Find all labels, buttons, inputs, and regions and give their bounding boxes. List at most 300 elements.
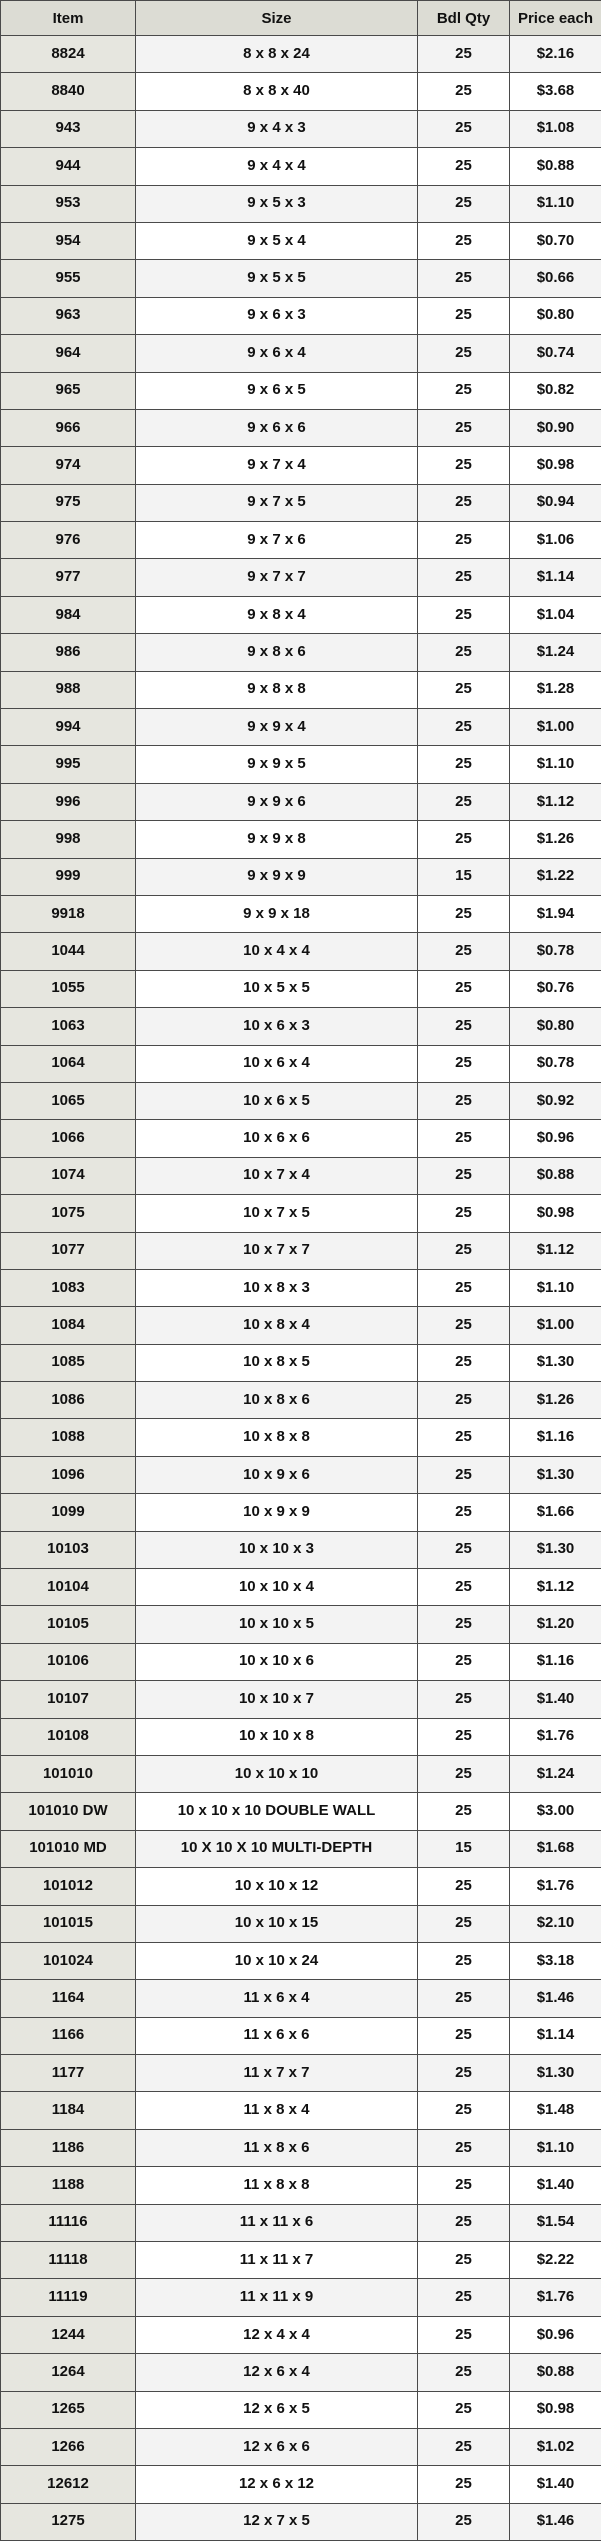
price-cell: $0.76: [510, 970, 601, 1007]
size-cell: 10 x 5 x 5: [136, 970, 418, 1007]
price-cell: $1.10: [510, 2129, 601, 2166]
item-cell: 1244: [1, 2316, 136, 2353]
bundle-qty-cell: 25: [418, 2503, 510, 2540]
price-cell: $1.24: [510, 1755, 601, 1792]
size-cell: 10 x 7 x 5: [136, 1195, 418, 1232]
bundle-qty-cell: 25: [418, 2279, 510, 2316]
table-row: [1, 858, 601, 895]
price-cell: $1.12: [510, 783, 601, 820]
bundle-qty-cell: 25: [418, 559, 510, 596]
price-cell: $1.14: [510, 2017, 601, 2054]
bundle-qty-cell: 25: [418, 2316, 510, 2353]
item-cell: 974: [1, 447, 136, 484]
size-cell: 10 x 6 x 3: [136, 1008, 418, 1045]
item-cell: 101010 DW: [1, 1793, 136, 1830]
table-row: [1, 522, 601, 559]
size-cell: 10 x 8 x 8: [136, 1419, 418, 1456]
price-cell: $0.82: [510, 372, 601, 409]
price-cell: $1.46: [510, 1980, 601, 2017]
size-cell: 10 x 8 x 3: [136, 1269, 418, 1306]
bundle-qty-cell: 25: [418, 1755, 510, 1792]
item-cell: 954: [1, 222, 136, 259]
table-row: [1, 1980, 601, 2017]
size-cell: 10 x 6 x 4: [136, 1045, 418, 1082]
table-row: [1, 2167, 601, 2204]
table-row: [1, 1269, 601, 1306]
table-row: [1, 185, 601, 222]
item-cell: 1086: [1, 1382, 136, 1419]
price-cell: $1.94: [510, 895, 601, 932]
price-cell: $1.16: [510, 1643, 601, 1680]
item-cell: 988: [1, 671, 136, 708]
size-cell: 11 x 7 x 7: [136, 2055, 418, 2092]
price-cell: $0.88: [510, 1157, 601, 1194]
item-cell: 1066: [1, 1120, 136, 1157]
price-cell: $1.12: [510, 1569, 601, 1606]
table-row: [1, 110, 601, 147]
size-cell: 10 x 10 x 3: [136, 1531, 418, 1568]
size-cell: 10 x 8 x 5: [136, 1344, 418, 1381]
item-cell: 1184: [1, 2092, 136, 2129]
bundle-qty-cell: 25: [418, 2167, 510, 2204]
bundle-qty-cell: 25: [418, 1681, 510, 1718]
table-row: [1, 1382, 601, 1419]
price-cell: $1.46: [510, 2503, 601, 2540]
item-cell: 1063: [1, 1008, 136, 1045]
table-row: [1, 372, 601, 409]
item-cell: 10108: [1, 1718, 136, 1755]
item-cell: 1099: [1, 1494, 136, 1531]
table-row: [1, 709, 601, 746]
price-cell: $1.04: [510, 596, 601, 633]
item-cell: 1177: [1, 2055, 136, 2092]
table-row: [1, 1494, 601, 1531]
size-cell: 10 x 10 x 15: [136, 1905, 418, 1942]
table-row: [1, 2466, 601, 2503]
table-row: [1, 2354, 601, 2391]
table-row: [1, 1456, 601, 1493]
bundle-qty-cell: 25: [418, 821, 510, 858]
table-row: [1, 297, 601, 334]
price-cell: $1.30: [510, 1456, 601, 1493]
size-cell: 10 x 9 x 9: [136, 1494, 418, 1531]
bundle-qty-cell: 25: [418, 297, 510, 334]
item-cell: 9918: [1, 895, 136, 932]
price-cell: $1.76: [510, 1868, 601, 1905]
size-cell: 10 x 10 x 8: [136, 1718, 418, 1755]
size-cell: 10 x 10 x 24: [136, 1942, 418, 1979]
table-row: [1, 484, 601, 521]
item-cell: 964: [1, 335, 136, 372]
header-row: [1, 1, 601, 36]
bundle-qty-cell: 25: [418, 1569, 510, 1606]
item-cell: 955: [1, 260, 136, 297]
bundle-qty-cell: 25: [418, 1045, 510, 1082]
header-size: Size: [136, 1, 418, 36]
item-cell: 1088: [1, 1419, 136, 1456]
price-cell: $1.68: [510, 1830, 601, 1867]
item-cell: 999: [1, 858, 136, 895]
item-cell: 1077: [1, 1232, 136, 1269]
size-cell: 9 x 8 x 4: [136, 596, 418, 633]
size-cell: 10 x 10 x 5: [136, 1606, 418, 1643]
price-cell: $0.98: [510, 2391, 601, 2428]
price-cell: $0.96: [510, 1120, 601, 1157]
bundle-qty-cell: 25: [418, 185, 510, 222]
item-cell: 1085: [1, 1344, 136, 1381]
item-cell: 101010: [1, 1755, 136, 1792]
bundle-qty-cell: 25: [418, 596, 510, 633]
size-cell: 11 x 11 x 7: [136, 2242, 418, 2279]
table-row: [1, 2017, 601, 2054]
item-cell: 963: [1, 297, 136, 334]
size-cell: 10 x 7 x 4: [136, 1157, 418, 1194]
table-row: [1, 559, 601, 596]
bundle-qty-cell: 25: [418, 2017, 510, 2054]
bundle-qty-cell: 25: [418, 1456, 510, 1493]
bundle-qty-cell: 25: [418, 110, 510, 147]
bundle-qty-cell: 25: [418, 2429, 510, 2466]
bundle-qty-cell: 25: [418, 1008, 510, 1045]
table-row: [1, 1718, 601, 1755]
price-cell: $1.14: [510, 559, 601, 596]
item-cell: 1064: [1, 1045, 136, 1082]
item-cell: 994: [1, 709, 136, 746]
price-cell: $0.96: [510, 2316, 601, 2353]
item-cell: 965: [1, 372, 136, 409]
size-cell: 9 x 7 x 5: [136, 484, 418, 521]
bundle-qty-cell: 25: [418, 1082, 510, 1119]
table-body: [1, 36, 601, 2541]
item-cell: 1075: [1, 1195, 136, 1232]
table-row: [1, 2129, 601, 2166]
bundle-qty-cell: 25: [418, 1718, 510, 1755]
price-cell: $1.30: [510, 1531, 601, 1568]
size-cell: 9 x 9 x 9: [136, 858, 418, 895]
item-cell: 1265: [1, 2391, 136, 2428]
table-row: [1, 1232, 601, 1269]
size-cell: 10 x 10 x 10: [136, 1755, 418, 1792]
size-cell: 8 x 8 x 24: [136, 36, 418, 73]
table-row: [1, 2055, 601, 2092]
item-cell: 11118: [1, 2242, 136, 2279]
table-row: [1, 1419, 601, 1456]
size-cell: 10 X 10 X 10 MULTI-DEPTH: [136, 1830, 418, 1867]
price-cell: $2.16: [510, 36, 601, 73]
table-row: [1, 1643, 601, 1680]
item-cell: 1084: [1, 1307, 136, 1344]
bundle-qty-cell: 15: [418, 1830, 510, 1867]
size-cell: 9 x 8 x 6: [136, 634, 418, 671]
table-row: [1, 1793, 601, 1830]
item-cell: 101010 MD: [1, 1830, 136, 1867]
table-row: [1, 2391, 601, 2428]
size-cell: 10 x 10 x 12: [136, 1868, 418, 1905]
price-cell: $0.90: [510, 409, 601, 446]
price-cell: $2.10: [510, 1905, 601, 1942]
table-row: [1, 783, 601, 820]
table-row: [1, 2503, 601, 2540]
item-cell: 1065: [1, 1082, 136, 1119]
table-row: [1, 2316, 601, 2353]
bundle-qty-cell: 25: [418, 1531, 510, 1568]
price-cell: $1.66: [510, 1494, 601, 1531]
item-cell: 1188: [1, 2167, 136, 2204]
price-cell: $0.74: [510, 335, 601, 372]
size-cell: 8 x 8 x 40: [136, 73, 418, 110]
size-cell: 11 x 6 x 4: [136, 1980, 418, 2017]
bundle-qty-cell: 25: [418, 2242, 510, 2279]
bundle-qty-cell: 25: [418, 783, 510, 820]
bundle-qty-cell: 25: [418, 1942, 510, 1979]
size-cell: 9 x 8 x 8: [136, 671, 418, 708]
price-cell: $1.10: [510, 1269, 601, 1306]
bundle-qty-cell: 25: [418, 260, 510, 297]
bundle-qty-cell: 25: [418, 895, 510, 932]
header-item: Item: [1, 1, 136, 36]
table-row: [1, 596, 601, 633]
bundle-qty-cell: 25: [418, 484, 510, 521]
table-row: [1, 1157, 601, 1194]
item-cell: 944: [1, 148, 136, 185]
price-cell: $0.66: [510, 260, 601, 297]
item-cell: 11119: [1, 2279, 136, 2316]
table-row: [1, 1195, 601, 1232]
item-cell: 984: [1, 596, 136, 633]
size-cell: 9 x 9 x 6: [136, 783, 418, 820]
price-cell: $1.02: [510, 2429, 601, 2466]
bundle-qty-cell: 25: [418, 1382, 510, 1419]
item-cell: 8824: [1, 36, 136, 73]
bundle-qty-cell: 25: [418, 746, 510, 783]
price-cell: $0.80: [510, 1008, 601, 1045]
size-cell: 9 x 5 x 4: [136, 222, 418, 259]
price-cell: $1.30: [510, 2055, 601, 2092]
bundle-qty-cell: 25: [418, 447, 510, 484]
bundle-qty-cell: 25: [418, 709, 510, 746]
bundle-qty-cell: 25: [418, 634, 510, 671]
price-cell: $1.40: [510, 1681, 601, 1718]
price-cell: $1.54: [510, 2204, 601, 2241]
price-cell: $1.16: [510, 1419, 601, 1456]
table-row: [1, 1307, 601, 1344]
bundle-qty-cell: 25: [418, 2466, 510, 2503]
price-cell: $0.98: [510, 1195, 601, 1232]
table-row: [1, 1830, 601, 1867]
bundle-qty-cell: 25: [418, 1269, 510, 1306]
price-cell: $0.70: [510, 222, 601, 259]
price-cell: $3.68: [510, 73, 601, 110]
bundle-qty-cell: 25: [418, 1344, 510, 1381]
size-cell: 9 x 7 x 6: [136, 522, 418, 559]
header-bundle-qty: Bdl Qty: [418, 1, 510, 36]
price-cell: $1.40: [510, 2466, 601, 2503]
bundle-qty-cell: 25: [418, 73, 510, 110]
size-cell: 12 x 6 x 12: [136, 2466, 418, 2503]
bundle-qty-cell: 25: [418, 1980, 510, 2017]
size-cell: 9 x 9 x 8: [136, 821, 418, 858]
bundle-qty-cell: 25: [418, 1157, 510, 1194]
price-cell: $2.22: [510, 2242, 601, 2279]
price-cell: $1.26: [510, 1382, 601, 1419]
item-cell: 1164: [1, 1980, 136, 2017]
bundle-qty-cell: 25: [418, 2092, 510, 2129]
table-row: [1, 634, 601, 671]
bundle-qty-cell: 25: [418, 2391, 510, 2428]
item-cell: 1166: [1, 2017, 136, 2054]
price-cell: $1.06: [510, 522, 601, 559]
table-row: [1, 1344, 601, 1381]
item-cell: 986: [1, 634, 136, 671]
table-row: [1, 821, 601, 858]
table-row: [1, 2279, 601, 2316]
bundle-qty-cell: 25: [418, 1195, 510, 1232]
item-cell: 1074: [1, 1157, 136, 1194]
item-cell: 1096: [1, 1456, 136, 1493]
item-cell: 953: [1, 185, 136, 222]
bundle-qty-cell: 25: [418, 222, 510, 259]
item-cell: 10104: [1, 1569, 136, 1606]
size-cell: 12 x 6 x 6: [136, 2429, 418, 2466]
table-row: [1, 409, 601, 446]
table-row: [1, 36, 601, 73]
table-row: [1, 1008, 601, 1045]
table-row: [1, 970, 601, 1007]
table-row: [1, 1905, 601, 1942]
size-cell: 10 x 7 x 7: [136, 1232, 418, 1269]
bundle-qty-cell: 25: [418, 335, 510, 372]
item-cell: 10103: [1, 1531, 136, 1568]
table-row: [1, 746, 601, 783]
item-cell: 975: [1, 484, 136, 521]
bundle-qty-cell: 25: [418, 2129, 510, 2166]
bundle-qty-cell: 25: [418, 1905, 510, 1942]
price-cell: $1.08: [510, 110, 601, 147]
table-row: [1, 671, 601, 708]
table-row: [1, 1868, 601, 1905]
table-row: [1, 1681, 601, 1718]
size-cell: 9 x 6 x 4: [136, 335, 418, 372]
bundle-qty-cell: 25: [418, 1494, 510, 1531]
size-cell: 9 x 5 x 5: [136, 260, 418, 297]
bundle-qty-cell: 25: [418, 522, 510, 559]
price-cell: $0.98: [510, 447, 601, 484]
table-row: [1, 1755, 601, 1792]
size-cell: 12 x 6 x 4: [136, 2354, 418, 2391]
size-cell: 12 x 4 x 4: [136, 2316, 418, 2353]
table-row: [1, 1531, 601, 1568]
bundle-qty-cell: 15: [418, 858, 510, 895]
bundle-qty-cell: 25: [418, 36, 510, 73]
item-cell: 998: [1, 821, 136, 858]
item-cell: 977: [1, 559, 136, 596]
bundle-qty-cell: 25: [418, 970, 510, 1007]
item-cell: 10107: [1, 1681, 136, 1718]
bundle-qty-cell: 25: [418, 1793, 510, 1830]
size-cell: 10 x 6 x 6: [136, 1120, 418, 1157]
item-cell: 995: [1, 746, 136, 783]
price-cell: $1.28: [510, 671, 601, 708]
size-cell: 11 x 8 x 8: [136, 2167, 418, 2204]
size-cell: 10 x 6 x 5: [136, 1082, 418, 1119]
price-cell: $1.76: [510, 2279, 601, 2316]
price-cell: $1.48: [510, 2092, 601, 2129]
size-cell: 9 x 6 x 3: [136, 297, 418, 334]
item-cell: 943: [1, 110, 136, 147]
table-header: [1, 1, 601, 36]
bundle-qty-cell: 25: [418, 2204, 510, 2241]
size-cell: 10 x 8 x 6: [136, 1382, 418, 1419]
size-cell: 12 x 7 x 5: [136, 2503, 418, 2540]
bundle-qty-cell: 25: [418, 1120, 510, 1157]
size-cell: 10 x 10 x 4: [136, 1569, 418, 1606]
price-cell: $0.78: [510, 933, 601, 970]
price-cell: $1.22: [510, 858, 601, 895]
table-row: [1, 222, 601, 259]
table-row: [1, 1120, 601, 1157]
item-cell: 1266: [1, 2429, 136, 2466]
price-cell: $0.94: [510, 484, 601, 521]
table-row: [1, 335, 601, 372]
table-row: [1, 447, 601, 484]
price-cell: $1.40: [510, 2167, 601, 2204]
table-row: [1, 1045, 601, 1082]
table-row: [1, 1082, 601, 1119]
bundle-qty-cell: 25: [418, 409, 510, 446]
price-cell: $1.10: [510, 746, 601, 783]
table-row: [1, 2204, 601, 2241]
size-cell: 9 x 6 x 5: [136, 372, 418, 409]
price-cell: $1.00: [510, 1307, 601, 1344]
price-cell: $3.18: [510, 1942, 601, 1979]
size-cell: 11 x 11 x 6: [136, 2204, 418, 2241]
size-cell: 10 x 4 x 4: [136, 933, 418, 970]
price-cell: $1.00: [510, 709, 601, 746]
price-cell: $1.12: [510, 1232, 601, 1269]
size-cell: 11 x 6 x 6: [136, 2017, 418, 2054]
price-cell: $0.88: [510, 148, 601, 185]
price-cell: $0.88: [510, 2354, 601, 2391]
bundle-qty-cell: 25: [418, 671, 510, 708]
bundle-qty-cell: 25: [418, 372, 510, 409]
table-row: [1, 933, 601, 970]
table-row: [1, 2242, 601, 2279]
table-row: [1, 1942, 601, 1979]
price-cell: $1.26: [510, 821, 601, 858]
item-cell: 1083: [1, 1269, 136, 1306]
item-cell: 8840: [1, 73, 136, 110]
size-cell: 12 x 6 x 5: [136, 2391, 418, 2428]
size-cell: 9 x 7 x 7: [136, 559, 418, 596]
price-cell: $1.76: [510, 1718, 601, 1755]
table-row: [1, 1606, 601, 1643]
item-cell: 101015: [1, 1905, 136, 1942]
bundle-qty-cell: 25: [418, 1232, 510, 1269]
price-cell: $3.00: [510, 1793, 601, 1830]
bundle-qty-cell: 25: [418, 148, 510, 185]
bundle-qty-cell: 25: [418, 1307, 510, 1344]
size-cell: 9 x 9 x 5: [136, 746, 418, 783]
size-cell: 10 x 9 x 6: [136, 1456, 418, 1493]
size-cell: 9 x 9 x 18: [136, 895, 418, 932]
price-cell: $0.78: [510, 1045, 601, 1082]
size-cell: 11 x 8 x 6: [136, 2129, 418, 2166]
item-cell: 996: [1, 783, 136, 820]
bundle-qty-cell: 25: [418, 933, 510, 970]
item-cell: 1055: [1, 970, 136, 1007]
item-cell: 1275: [1, 2503, 136, 2540]
table-row: [1, 2429, 601, 2466]
